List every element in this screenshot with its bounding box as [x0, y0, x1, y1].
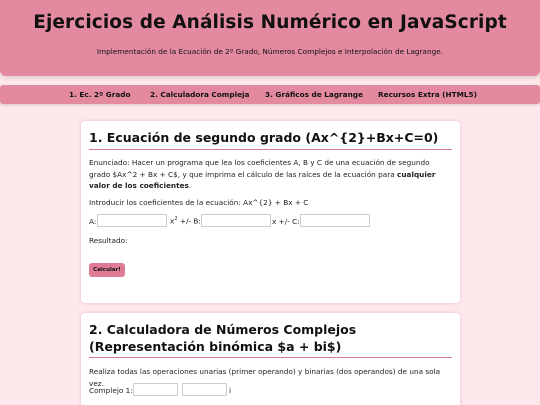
statement-emphasis: cualquier valor de los coeficientes [89, 169, 436, 190]
calculate-button[interactable]: Calcular! [89, 263, 125, 277]
coefficient-c-input[interactable] [300, 214, 370, 227]
label-a: A: [89, 217, 97, 226]
label-complex-1: Complejo 1: [89, 386, 133, 395]
section-title: 1. Ecuación de segundo grado (Ax^{2}+Bx+C=0) [89, 130, 439, 145]
instructions-text: Realiza todas las operaciones unarias (primer operando) y binarias (dos operandos) de una sola vez. [89, 367, 441, 388]
complex1-real-input[interactable] [133, 383, 178, 396]
coefficient-a-input[interactable] [97, 214, 167, 227]
instructions-text: Introducir los coeficientes de la ecuación: Ax^{2} + Bx + C [89, 198, 309, 207]
section-title: 2. Calculadora de Números Complejos (Representación binómica $a + bi$) [89, 322, 357, 354]
complex1-imag-input[interactable] [182, 383, 227, 396]
label-b: +/- B: [177, 216, 201, 226]
page-header [0, 0, 540, 76]
page-title: Ejercicios de Análisis Numérico en JavaScript [33, 12, 507, 33]
result-label: Resultado: [89, 236, 128, 245]
nav-item-ec-2-grado[interactable]: 1. Ec. 2º Grado [69, 90, 131, 99]
statement-end: . [188, 181, 192, 190]
label-x2-base: x [170, 216, 175, 226]
page-subtitle: Implementación de la Ecuación de 2º Grado, Números Complejos e Interpolación de Lagrange. [96, 47, 444, 56]
section-divider [89, 357, 452, 358]
label-x2 [170, 216, 201, 225]
problem-statement [89, 157, 450, 192]
label-x-c: x +/- C: [272, 217, 300, 226]
nav-item-calculadora-compleja[interactable]: 2. Calculadora Compleja [150, 90, 250, 99]
coefficient-b-input[interactable] [201, 214, 271, 227]
nav-item-graficos-lagrange[interactable]: 3. Gráficos de Lagrange [265, 90, 363, 99]
main-nav [0, 85, 540, 104]
section-complex-calculator [81, 313, 460, 405]
section-divider [89, 149, 452, 150]
label-x2-exponent: 2 [174, 216, 178, 222]
imaginary-unit-label: i [229, 386, 232, 395]
statement-text: Enunciado: Hacer un programa que lea los coeficientes A, B y C de una ecuación de segundo grado $Ax^2 + Bx + C$, y que imprima el cálculo de las raíces de la ecuación para [89, 158, 430, 179]
nav-item-recursos-extra[interactable]: Recursos Extra (HTML5) [378, 90, 477, 99]
section-quadratic-equation [81, 121, 460, 303]
